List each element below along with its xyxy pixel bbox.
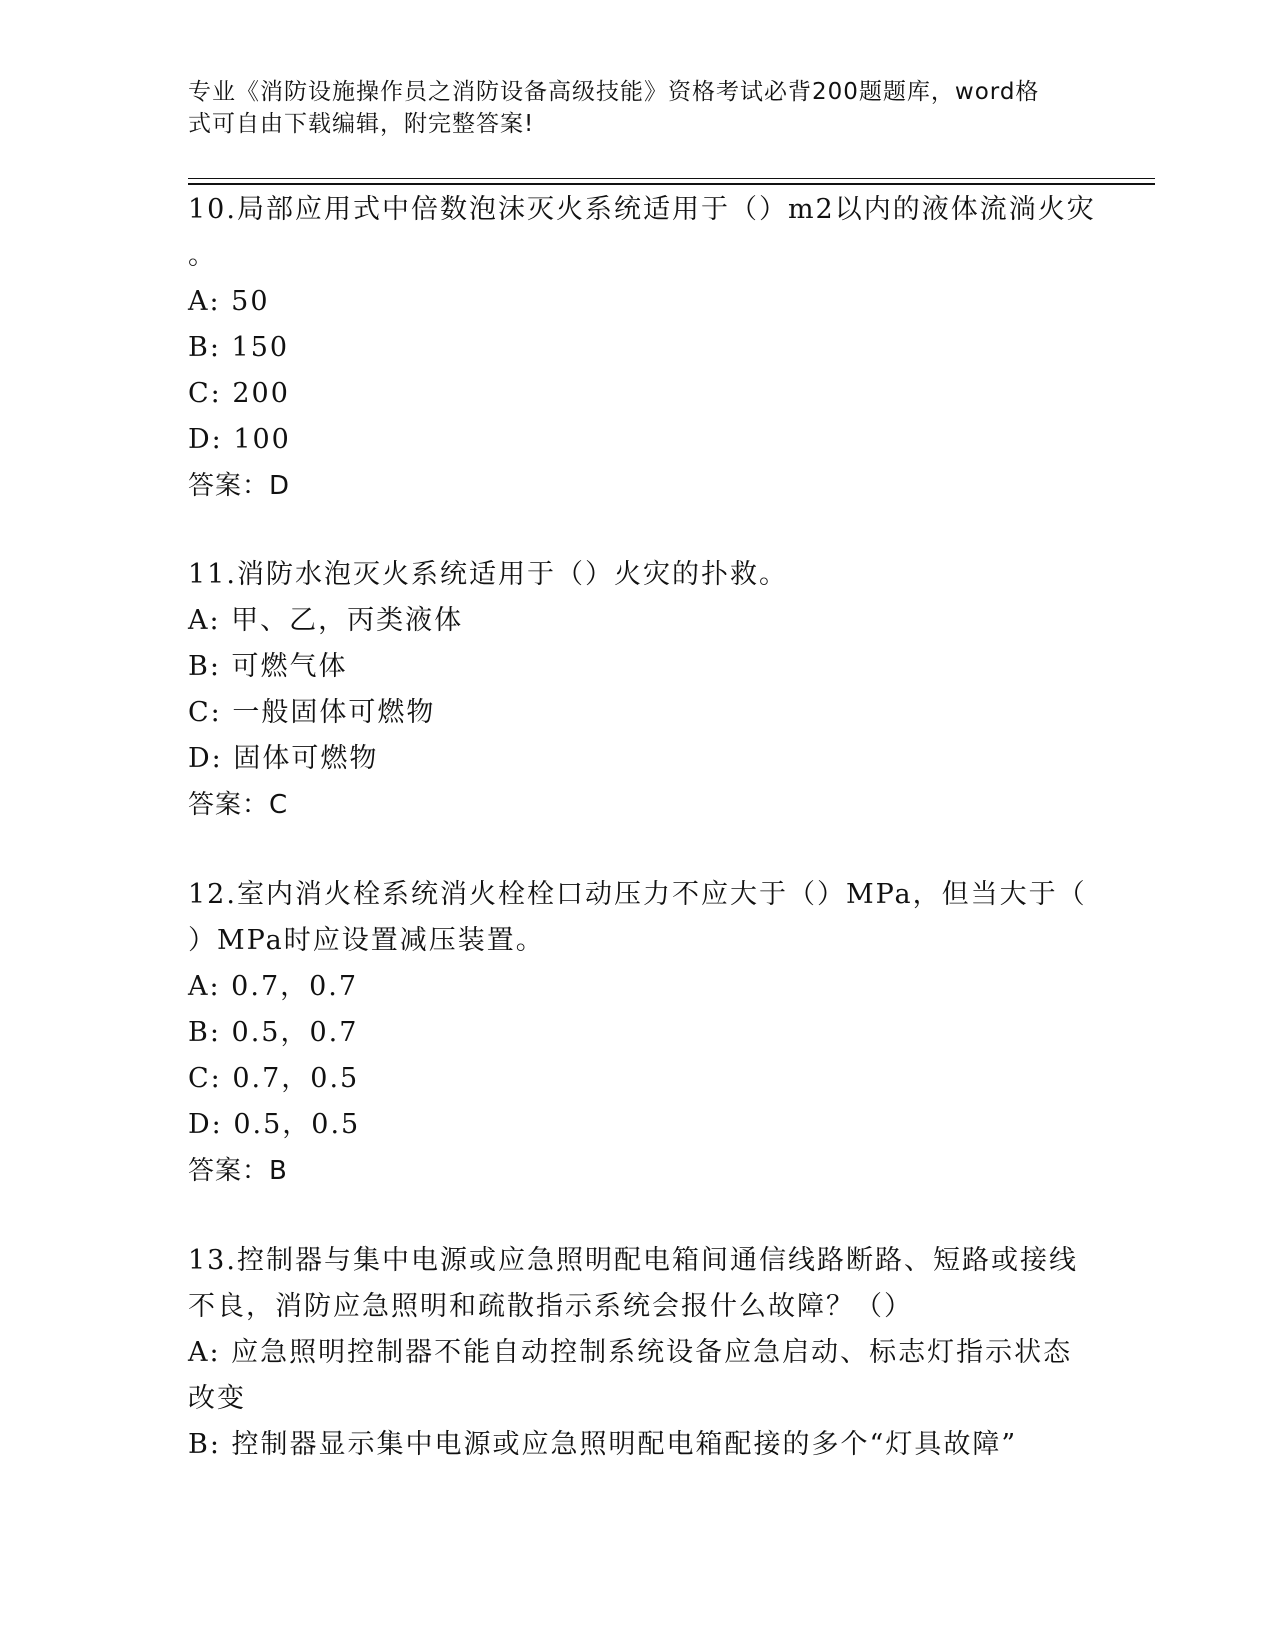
document-header	[188, 76, 1068, 140]
question-12	[188, 872, 1088, 1194]
question-stem-continued: 。	[188, 240, 217, 271]
option-c: C: 0.7，0.5	[188, 1063, 360, 1094]
option-d: D: 固体可燃物	[188, 743, 379, 774]
header-line-2: 式可自由下载编辑，附完整答案!	[188, 111, 535, 137]
question-11	[188, 552, 1088, 828]
option-a-continued: 改变	[188, 1383, 246, 1414]
option-b: B: 控制器显示集中电源或应急照明配电箱配接的多个“灯具故障”	[188, 1429, 1018, 1460]
option-b: B: 0.5，0.7	[188, 1017, 359, 1048]
option-c: C: 200	[188, 378, 290, 409]
option-c: C: 一般固体可燃物	[188, 697, 436, 728]
question-stem: 10.局部应用式中倍数泡沫灭火系统适用于（）m2以内的液体流淌火灾	[188, 194, 1096, 225]
option-d: D: 0.5，0.5	[188, 1109, 361, 1140]
question-stem: 11.消防水泡灭火系统适用于（）火灾的扑救。	[188, 559, 788, 590]
answer: 答案：B	[188, 1156, 288, 1186]
answer: 答案：C	[188, 790, 289, 820]
question-stem: 12.室内消火栓系统消火栓栓口动压力不应大于（）MPa，但当大于（	[188, 879, 1087, 910]
question-10	[188, 187, 1096, 509]
answer: 答案：D	[188, 471, 291, 501]
header-divider-thin	[188, 178, 1155, 179]
option-a: A: 50	[188, 286, 270, 317]
option-b: B: 可燃气体	[188, 651, 348, 682]
option-d: D: 100	[188, 424, 291, 455]
option-b: B: 150	[188, 332, 290, 363]
question-stem: 13.控制器与集中电源或应急照明配电箱间通信线路断路、短路或接线	[188, 1245, 1078, 1276]
header-divider-thick	[188, 183, 1155, 185]
question-stem-continued: 不良，消防应急照明和疏散指示系统会报什么故障？（）	[188, 1291, 913, 1322]
question-13	[188, 1238, 1088, 1468]
header-line-1: 专业《消防设施操作员之消防设备高级技能》资格考试必背200题题库，word格	[188, 79, 1040, 105]
option-a: A: 应急照明控制器不能自动控制系统设备应急启动、标志灯指示状态	[188, 1337, 1073, 1368]
question-stem-continued: ）MPa时应设置减压装置。	[188, 925, 545, 956]
option-a: A: 甲、乙，丙类液体	[188, 605, 464, 636]
option-a: A: 0.7，0.7	[188, 971, 359, 1002]
